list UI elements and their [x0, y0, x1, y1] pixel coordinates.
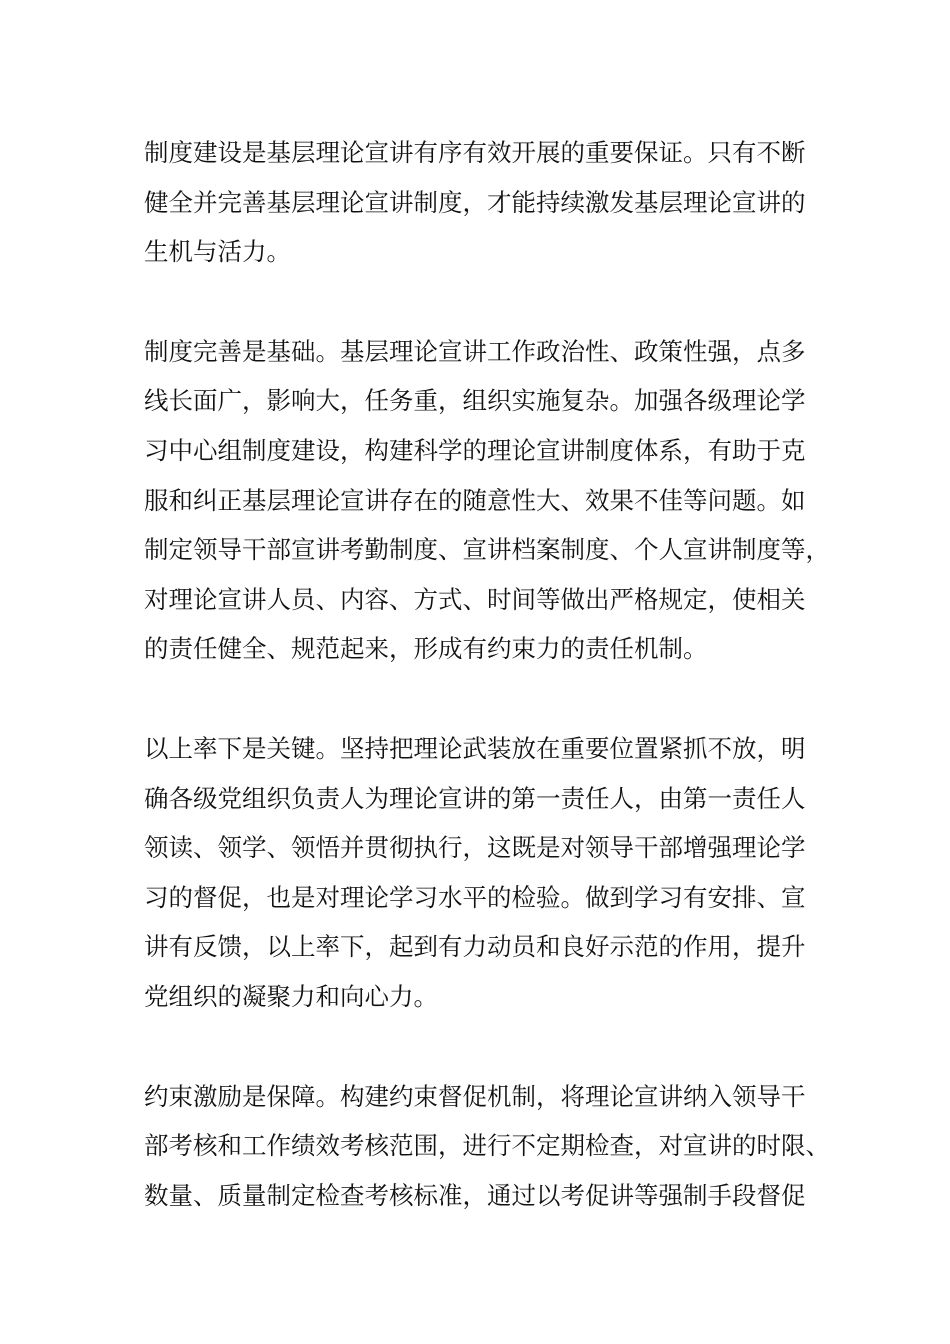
- article-body: [144, 128, 830, 1270]
- text-line: 确各级党组织负责人为理论宣讲的第一责任人，由第一责任人: [144, 783, 806, 813]
- text-line: 线长面广，影响大，任务重，组织实施复杂。加强各级理论学: [144, 386, 806, 416]
- text-line: 党组织的凝聚力和向心力。: [144, 981, 438, 1011]
- text-line: 习中心组制度建设，构建科学的理论宣讲制度体系，有助于克: [144, 435, 806, 465]
- text-line: 制度建设是基层理论宣讲有序有效开展的重要保证。只有不断: [144, 138, 806, 167]
- text-line: 制定领导干部宣讲考勤制度、宣讲档案制度、个人宣讲制度等，: [144, 535, 830, 565]
- text-line: 数量、质量制定检查考核标准，通过以考促讲等强制手段督促: [144, 1180, 806, 1210]
- text-line: 以上率下是关键。坚持把理论武装放在重要位置紧抓不放，明: [144, 733, 806, 763]
- paragraph-system-foundation: [144, 327, 830, 674]
- text-line: 部考核和工作绩效考核范围，进行不定期检查，对宣讲的时限、: [144, 1131, 830, 1161]
- text-line: 约束激励是保障。构建约束督促机制，将理论宣讲纳入领导干: [144, 1081, 806, 1111]
- text-line: 讲有反馈，以上率下，起到有力动员和良好示范的作用，提升: [144, 932, 806, 962]
- text-line: 习的督促，也是对理论学习水平的检验。做到学习有安排、宣: [144, 882, 806, 912]
- text-line: 领读、领学、领悟并贯彻执行，这既是对领导干部增强理论学: [144, 833, 806, 863]
- paragraph-leading-by-example: [144, 724, 824, 1022]
- paragraph-intro: [144, 128, 824, 277]
- text-line: 生机与活力。: [144, 237, 291, 267]
- text-line: 对理论宣讲人员、内容、方式、时间等做出严格规定，使相关: [144, 584, 806, 614]
- text-line: 服和纠正基层理论宣讲存在的随意性大、效果不佳等问题。如: [144, 485, 806, 515]
- paragraph-constraint-incentive: [144, 1072, 830, 1221]
- text-line: 健全并完善基层理论宣讲制度，才能持续激发基层理论宣讲的: [144, 187, 806, 217]
- text-line: 制度完善是基础。基层理论宣讲工作政治性、政策性强，点多: [144, 336, 806, 366]
- text-line: 的责任健全、规范起来，形成有约束力的责任机制。: [144, 634, 708, 664]
